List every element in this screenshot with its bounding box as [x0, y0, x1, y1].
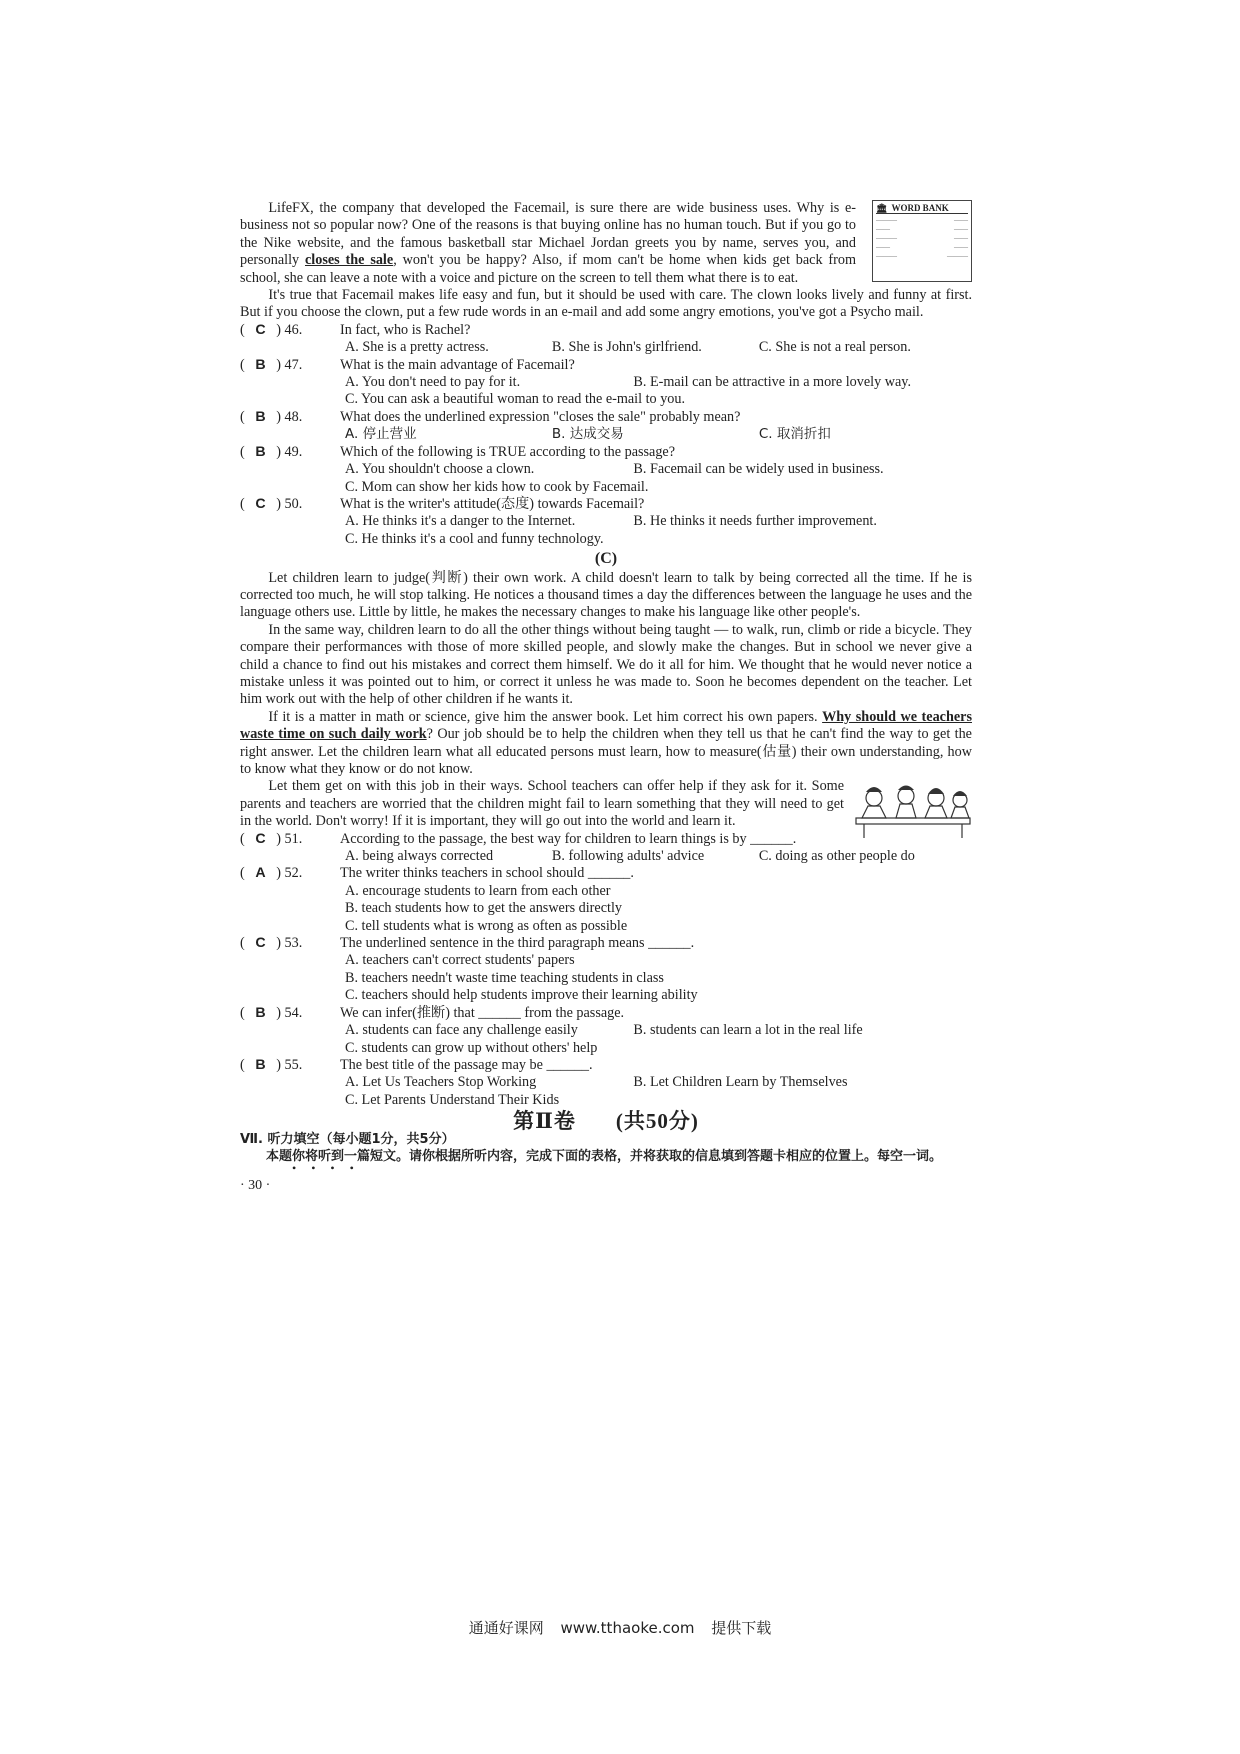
passage-c-paragraph-1: Let children learn to judge(判断) their own work. A child doesn't learn to talk by being corrected all the time. If he is corrected too much, he will stop talking. He notices a thousand times a day the differences between the language he uses and the language others use. Little by little, he makes the necessary changes to make his language like other people's. [240, 569, 972, 621]
option: A. You shouldn't choose a clown. [345, 461, 535, 478]
word-bank-title: WORD BANK [891, 203, 949, 213]
option: A. being always corrected [345, 848, 494, 865]
question-stem: We can infer(推断) that ______ from the passage. [340, 1004, 625, 1021]
passage-b [240, 200, 972, 322]
word-bank-row: ——— ——— [876, 252, 968, 260]
option: B. teach students how to get the answers directly [345, 900, 622, 917]
question-stem: According to the passage, the best way for children to learn things is by ______. [340, 830, 797, 847]
option: C. Let Parents Understand Their Kids [345, 1091, 560, 1108]
underlined-sentence: Why should we teachers waste time on such daily work [240, 708, 972, 743]
option: A. You don't need to pay for it. [345, 374, 521, 391]
answer-mark: ( B ) 49. [240, 443, 303, 460]
passage-c-paragraph-4: Let them get on with this job in their ways. School teachers can offer help if they ask for it. Some parents and teachers are worried that the children might fail to learn something that they will need to get in the world. Don't worry! If it is important, they will go out into the world and learn it. [240, 778, 844, 830]
part-two-heading [240, 1109, 972, 1134]
page-number: · 30 · [240, 1178, 271, 1194]
answer-mark: ( B ) 54. [240, 1004, 303, 1021]
answer-mark: ( C ) 50. [240, 495, 303, 512]
footer-url[interactable]: www.tthaoke.com [560, 1619, 695, 1637]
bank-icon: 🏛 [876, 203, 888, 213]
option: A. 停止营业 [345, 426, 417, 443]
question-stem: The writer thinks teachers in school should ______. [340, 865, 634, 882]
word-bank-box [872, 200, 972, 282]
passage-c-paragraph-3: If it is a matter in math or science, give him the answer book. Let him correct his own papers. Why should we teachers waste time on such daily work? Our job should be to help the children when they tell us that he can't find the way to get the right answer. Let the children learn what all educated persons must learn, how to measure(估量) their own understanding, how to know what they know or do not know. [240, 708, 972, 777]
option: B. teachers needn't waste time teaching students in class [345, 969, 664, 986]
option: A. He thinks it's a danger to the Internet. [345, 513, 576, 530]
option: A. Let Us Teachers Stop Working [345, 1074, 537, 1091]
question-50 [240, 496, 972, 548]
option: B. She is John's girlfriend. [551, 339, 702, 356]
question-54 [240, 1005, 972, 1057]
option: C. He thinks it's a cool and funny technology. [345, 530, 604, 547]
part-two-score: (共50分) [615, 1109, 699, 1134]
footer-suffix: 提供下载 [711, 1619, 772, 1637]
question-47 [240, 357, 972, 409]
question-52 [240, 865, 972, 935]
answer-mark: ( A ) 52. [240, 865, 303, 882]
option: A. teachers can't correct students' papers [345, 952, 575, 969]
section-c-heading: (C) [594, 550, 618, 568]
option: B. following adults' advice [551, 848, 705, 865]
question-49 [240, 444, 972, 496]
answer-mark: ( B ) 47. [240, 356, 303, 373]
option: B. Let Children Learn by Themselves [633, 1074, 848, 1091]
option: A. She is a pretty actress. [345, 339, 489, 356]
passage-c-paragraph-2: In the same way, children learn to do all the other things without being taught — to walk, run, climb or ride a bicycle. They compare their performances with those of more skilled people, and slowly make the changes. But in school we never give a child a chance to find out his mistakes and correct them himself. We do it all for him. We thought that he would never notice a mistake unless it was pointed out to him, or correct it unless he was made to. Soon he becomes dependent on the teacher. Let him work out with the help of other children if he wants it. [240, 621, 972, 708]
answer-mark: ( C ) 51. [240, 830, 303, 847]
option: C. doing as other people do [758, 848, 915, 865]
passage-b-paragraph-2: It's true that Facemail makes life easy and fun, but it should be used with care. The clown looks lively and funny at first. But if you choose the clown, put a few rude words in an e-mail and add some angry emotions, you've got a Psycho mail. [240, 287, 972, 321]
questions-c [240, 831, 972, 1110]
footer-site-name: 通通好课网 [468, 1619, 544, 1637]
question-stem: What is the writer's attitude(态度) towards Facemail? [340, 495, 645, 512]
word-bank-row: —— —— [876, 225, 968, 233]
answer-mark: ( C ) 53. [240, 935, 303, 952]
word-bank-row: ——— —— [876, 234, 968, 242]
option: C. tell students what is wrong as often as possible [345, 917, 628, 934]
option: C. She is not a real person. [758, 339, 911, 356]
option: C. Mom can show her kids how to cook by Facemail. [345, 478, 649, 495]
passage-c-paragraph-4-block [240, 778, 972, 830]
option: A. students can face any challenge easily [345, 1022, 578, 1039]
question-55 [240, 1057, 972, 1109]
listening-section-title: Ⅶ. 听力填空（每小题1分，共5分） [240, 1131, 455, 1147]
emphasis-dots: • • • • [292, 1161, 360, 1176]
answer-mark: ( C ) 46. [240, 321, 303, 338]
question-53 [240, 935, 972, 1005]
children-illustration [854, 780, 972, 840]
option: A. encourage students to learn from each other [345, 882, 611, 899]
option: C. 取消折扣 [758, 426, 831, 443]
answer-mark: ( B ) 55. [240, 1056, 303, 1073]
option: C. You can ask a beautiful woman to read the e-mail to you. [345, 391, 686, 408]
option: B. E-mail can be attractive in a more lovely way. [633, 374, 912, 391]
option: C. teachers should help students improve their learning ability [345, 987, 698, 1004]
passage-b-paragraph-1: LifeFX, the company that developed the Facemail, is sure there are wide business uses. Why is e-business not so popular now? One of the reasons is that buying online has no human touch. But if you go to the Nike website, and the famous basketball star Michael Jordan greets you by name, serves you, and personally closes the sale, won't you be happy? Also, if mom can't be home when kids get back from school, she can leave a note with a voice and picture on the screen to tell them what there is to eat. [240, 200, 856, 286]
download-footer [0, 1617, 1240, 1638]
question-stem: What is the main advantage of Facemail? [340, 356, 575, 373]
question-stem: Which of the following is TRUE according to the passage? [340, 443, 676, 460]
underlined-expression: closes the sale [304, 252, 394, 269]
question-stem: In fact, who is Rachel? [340, 321, 471, 338]
question-stem: The best title of the passage may be ______. [340, 1056, 593, 1073]
question-48 [240, 409, 972, 444]
option: B. students can learn a lot in the real life [633, 1022, 863, 1039]
answer-mark: ( B ) 48. [240, 408, 303, 425]
option: B. 达成交易 [551, 426, 624, 443]
question-stem: What does the underlined expression "closes the sale" probably mean? [340, 408, 741, 425]
word-bank-row: ——— —— [876, 216, 968, 224]
word-bank-row: —— —— [876, 243, 968, 251]
question-46 [240, 322, 972, 357]
part-two-title: 第Ⅱ卷 [513, 1109, 576, 1134]
option: B. Facemail can be widely used in business. [633, 461, 884, 478]
exam-page [240, 200, 972, 1195]
listening-instruction: 本题你将听到一篇短文。请你根据所听内容，完成下面的表格，并将获取的信息填到答题卡相应的位置上。每空一词。 [266, 1148, 943, 1164]
question-stem: The underlined sentence in the third paragraph means ______. [340, 935, 695, 952]
questions-b [240, 322, 972, 548]
option: C. students can grow up without others' help [345, 1039, 598, 1056]
option: B. He thinks it needs further improvement. [633, 513, 877, 530]
passage-c [240, 570, 972, 831]
